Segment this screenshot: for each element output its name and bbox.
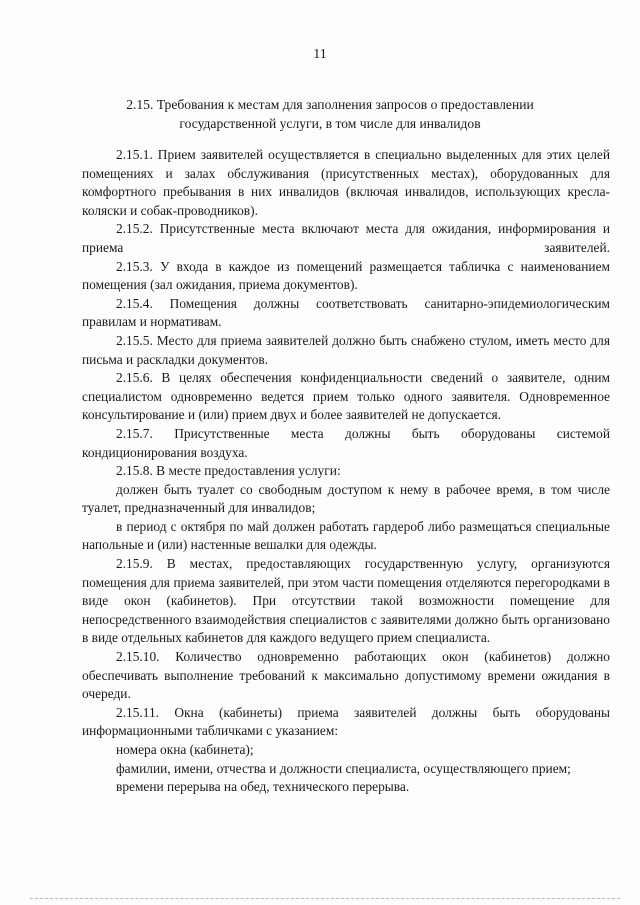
page-number: 11 — [313, 47, 327, 62]
list-item-wardrobe: в период с октября по май должен работать гардероб либо размещаться специальные напольные и (или) настенные вешалки для одежды. — [82, 518, 610, 553]
section-heading: 2.15. Требования к местам для заполнения запросов о предоставлении государственной услуги, в том числе для инвалидов — [126, 97, 534, 131]
paragraph-2-15-3: 2.15.3. У входа в каждое из помещений размещается табличка с наименованием помещения (зал ожидания, приема документов). — [82, 258, 610, 293]
paragraph-2-15-9: 2.15.9. В местах, предоставляющих государственную услугу, организуются помещения для приема заявителей, при этом части помещения отделяются перегородками в виде окон (кабинетов). При отсутствии такой возможности помещение для непосредственного взаимодействия специалистов с заявителями должно быть организовано в виде отдельных кабинетов для каждого ведущего прием специалиста. — [82, 556, 610, 646]
paragraph-2-15-5: 2.15.5. Место для приема заявителей должно быть снабжено стулом, иметь место для письма и раскладки документов. — [82, 332, 610, 367]
paragraph-2-15-11: 2.15.11. Окна (кабинеты) приема заявителей должны быть оборудованы информационными табличками с указанием: — [82, 704, 610, 739]
list-item-break-time: времени перерыва на обед, технического перерыва. — [116, 779, 410, 795]
document-body — [82, 146, 610, 797]
list-item-specialist-name: фамилии, имени, отчества и должности специалиста, осуществляющего прием; — [116, 760, 571, 776]
paragraph-2-15-6: 2.15.6. В целях обеспечения конфиденциальности сведений о заявителе, одним специалистом одновременно ведется прием только одного заявителя. Одновременное консультирование и (или) прием двух и более заявителей не допускается. — [82, 370, 610, 423]
list-item-window-number: номера окна (кабинета); — [116, 742, 254, 757]
paragraph-2-15-2: 2.15.2. Присутственные места включают места для ожидания, информирования и приема заявителей. — [82, 221, 610, 255]
paragraph-2-15-4: 2.15.4. Помещения должны соответствовать санитарно-эпидемиологическим правилам и нормативам. — [82, 295, 610, 330]
paragraph-2-15-7: 2.15.7. Присутственные места должны быть оборудованы системой кондиционирования воздуха. — [82, 425, 610, 460]
paragraph-2-15-8: 2.15.8. В месте предоставления услуги: — [116, 463, 341, 479]
list-item-toilet: должен быть туалет со свободным доступом к нему в рабочее время, в том числе туалет, предназначенный для инвалидов; — [82, 481, 610, 516]
paragraph-2-15-1: 2.15.1. Прием заявителей осуществляется в специально выделенных для этих целей помещениях и залах обслуживания (присутственных местах), оборудованных для комфортного пребывания в них инвалидов (включая инвалидов, использующих кресла-коляски и собак-проводников). — [82, 147, 610, 218]
bottom-scan-edge — [30, 898, 620, 899]
paragraph-2-15-10: 2.15.10. Количество одновременно работающих окон (кабинетов) должно обеспечивать выполнение требований к максимально допустимому времени ожидания в очереди. — [82, 649, 610, 702]
